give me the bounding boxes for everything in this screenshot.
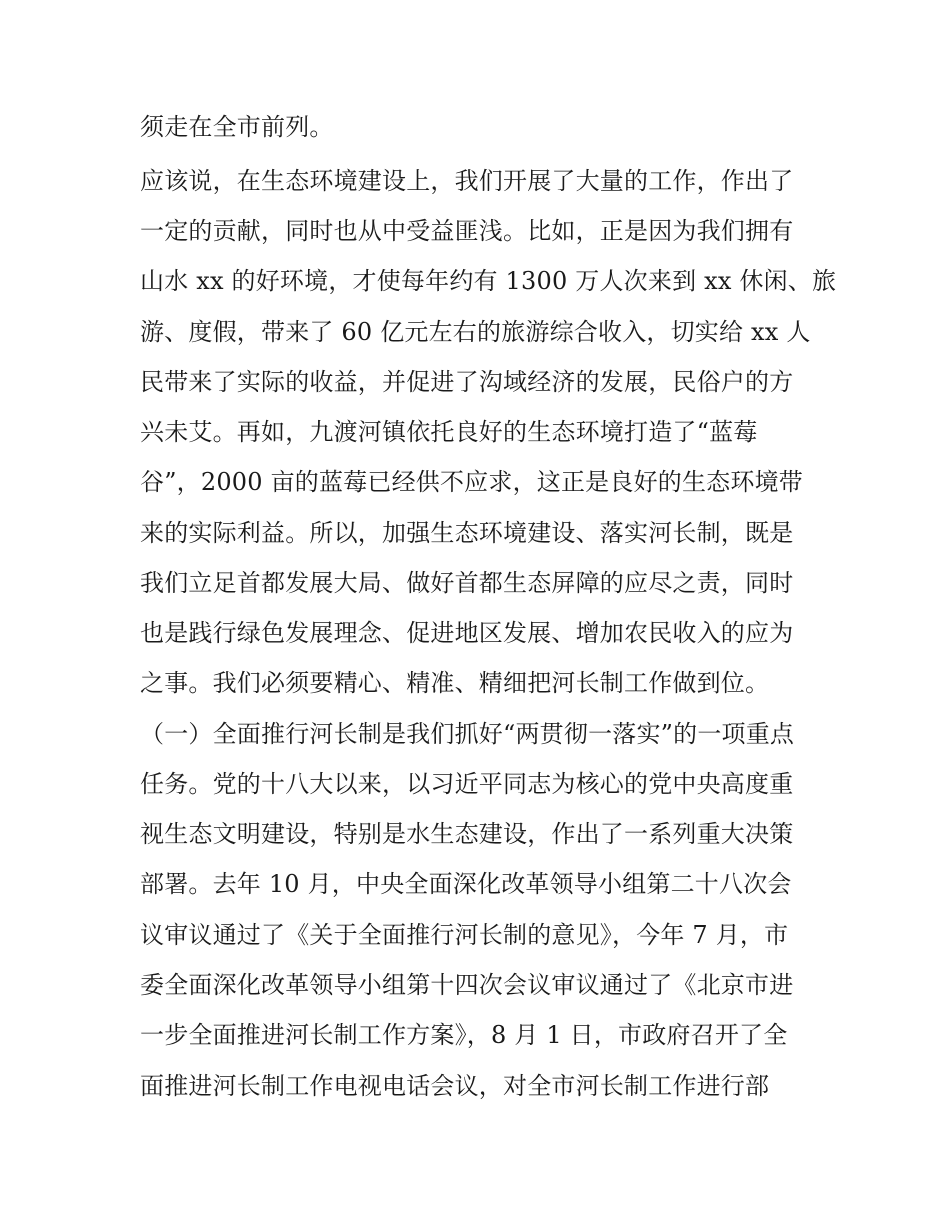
text-line: 谷”，2000 亩的蓝莓已经供不应求，这正是良好的生态环境带	[140, 468, 803, 496]
text-line: 山水 xx 的好环境，才使每年约有 1300 万人次来到 xx 休闲、旅	[140, 267, 837, 295]
text-line: （一）全面推行河长制是我们抓好“两贯彻一落实”的一项重点	[140, 720, 795, 748]
text-line: 民带来了实际的收益，并促进了沟域经济的发展，民俗户的方	[140, 368, 794, 396]
text-line: 面推进河长制工作电视电话会议，对全市河长制工作进行部	[140, 1072, 770, 1100]
text-line: 须走在全市前列。	[140, 113, 334, 141]
text-line: 任务。党的十八大以来，以习近平同志为核心的党中央高度重	[140, 770, 794, 798]
text-line: 兴未艾。再如，九渡河镇依托良好的生态环境打造了“蓝莓	[140, 418, 758, 446]
text-line: 也是践行绿色发展理念、促进地区发展、增加农民收入的应为	[140, 619, 794, 647]
text-line: 一定的贡献，同时也从中受益匪浅。比如，正是因为我们拥有	[140, 217, 794, 245]
text-line: 部署。去年 10 月，中央全面深化改革领导小组第二十八次会	[140, 870, 792, 898]
text-line: 议审议通过了《关于全面推行河长制的意见》，今年 7 月，市	[140, 921, 789, 949]
text-line: 一步全面推进河长制工作方案》，8 月 1 日，市政府召开了全	[140, 1021, 788, 1049]
text-line: 我们立足首都发展大局、做好首都生态屏障的应尽之责，同时	[140, 569, 794, 597]
text-line: 应该说，在生态环境建设上，我们开展了大量的工作，作出了	[140, 167, 794, 195]
text-line: 视生态文明建设，特别是水生态建设，作出了一系列重大决策	[140, 820, 794, 848]
text-line: 来的实际利益。所以，加强生态环境建设、落实河长制，既是	[140, 519, 794, 547]
text-line: 游、度假，带来了 60 亿元左右的旅游综合收入，切实给 xx 人	[140, 318, 811, 346]
text-line: 委全面深化改革领导小组第十四次会议审议通过了《北京市进	[140, 971, 794, 999]
text-line: 之事。我们必须要精心、精准、精细把河长制工作做到位。	[140, 669, 770, 697]
